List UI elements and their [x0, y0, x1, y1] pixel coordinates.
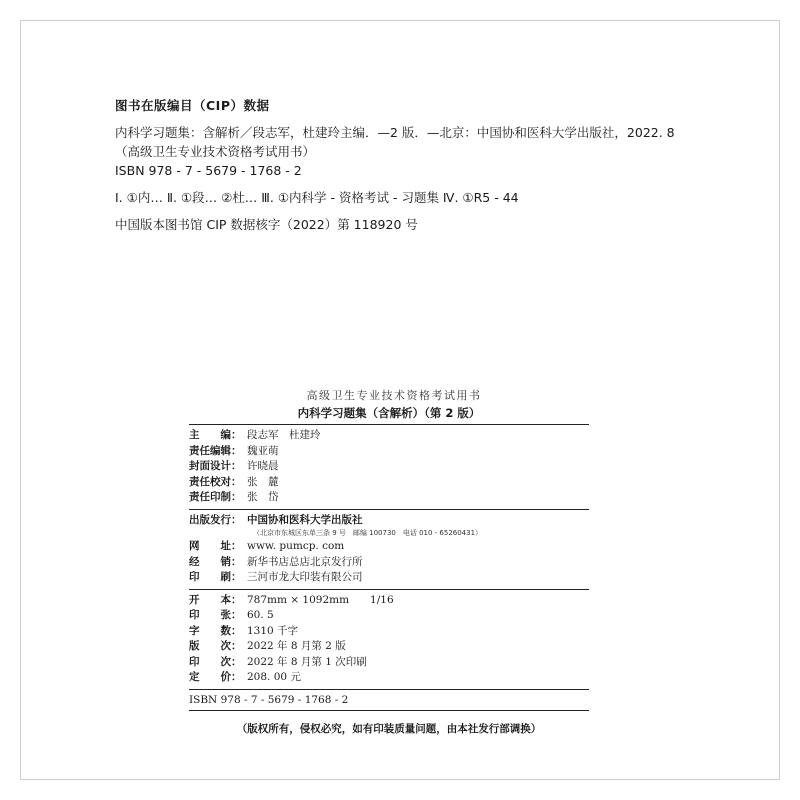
staff-value: 段志军 杜建玲	[247, 429, 321, 441]
staff-label: 责任编辑：	[189, 444, 242, 457]
publisher-name: 中国协和医科大学出版社	[247, 513, 363, 526]
staff-row	[189, 490, 589, 506]
publisher-address: （北京市东城区东单三条 9 号 邮编 100730 电话 010 - 65260431）	[253, 529, 483, 537]
spec-value: 1310 千字	[247, 624, 299, 637]
staff-value: 许晓晨	[247, 460, 279, 472]
spec-value: 787mm × 1092mm 1/16	[247, 593, 394, 606]
imprint-book-title: 内科学习题集（含解析）（第 2 版）	[297, 406, 481, 420]
spec-value: 208. 00 元	[247, 671, 301, 683]
distribution-label: 印 刷：	[189, 571, 242, 583]
staff-label: 责任校对：	[189, 475, 242, 488]
distribution-label: 网 址：	[189, 540, 242, 552]
imprint-series: 高级卫生专业技术资格考试用书	[306, 389, 482, 402]
spec-label: 印 次：	[189, 655, 242, 668]
distribution-row	[189, 555, 589, 571]
spec-row	[189, 608, 589, 624]
spec-row	[189, 670, 589, 686]
distribution-value: 新华书店总店北京发行所	[247, 555, 363, 568]
staff-section	[189, 425, 589, 509]
spec-label: 字 数：	[189, 624, 242, 637]
distribution-label: 经 销：	[189, 555, 242, 568]
distribution-value: 三河市龙大印装有限公司	[247, 571, 363, 583]
copyright-notice: （版权所有，侵权必究，如有印装质量问题，由本社发行部调换）	[236, 722, 542, 735]
staff-row	[189, 428, 589, 444]
spec-label: 开 本：	[189, 593, 242, 606]
distribution-row	[189, 539, 589, 555]
staff-row	[189, 444, 589, 460]
specs-section	[189, 590, 589, 689]
publisher-label: 出版发行：	[189, 513, 242, 526]
staff-label: 封面设计：	[189, 460, 242, 472]
spec-label: 定 价：	[189, 671, 242, 683]
cip-isbn: ISBN 978 - 7 - 5679 - 1768 - 2	[115, 163, 302, 178]
cip-series: （高级卫生专业技术资格考试用书）	[115, 144, 316, 159]
imprint-isbn: ISBN 978 - 7 - 5679 - 1768 - 2	[189, 693, 349, 706]
staff-row	[189, 475, 589, 491]
staff-value: 张 岱	[247, 491, 279, 503]
staff-label: 责任印制：	[189, 491, 242, 503]
spec-row	[189, 593, 589, 609]
cip-record-number: 中国版本图书馆 CIP 数据核字（2022）第 118920 号	[115, 217, 418, 232]
staff-value: 魏亚萌	[247, 444, 279, 457]
spec-row	[189, 655, 589, 671]
spec-value: 2022 年 8 月第 1 次印刷	[247, 655, 367, 668]
spec-value: 60. 5	[247, 609, 274, 621]
staff-label: 主 编：	[189, 429, 242, 441]
spec-row	[189, 639, 589, 655]
cip-data-block	[115, 96, 715, 234]
staff-value: 张 麓	[247, 475, 279, 488]
distribution-row	[189, 570, 589, 586]
spec-row	[189, 624, 589, 640]
distribution-value: www. pumcp. com	[247, 540, 345, 552]
divider	[189, 710, 589, 711]
cip-title: 图书在版编目（CIP）数据	[115, 98, 270, 113]
spec-value: 2022 年 8 月第 2 版	[247, 640, 346, 652]
spec-label: 印 张：	[189, 609, 242, 621]
cip-main-entry: 内科学习题集：含解析／段志军，杜建玲主编．—2 版．—北京：中国协和医科大学出版社，2022. 8	[115, 125, 675, 140]
publisher-row	[189, 513, 589, 529]
imprint-block	[189, 387, 589, 736]
publisher-section	[189, 510, 589, 589]
staff-row	[189, 459, 589, 475]
spec-label: 版 次：	[189, 640, 242, 652]
cip-subjects: Ⅰ. ①内… Ⅱ. ①段… ②杜… Ⅲ. ①内科学 - 资格考试 - 习题集 Ⅳ. ①R5 - 44	[115, 190, 519, 205]
